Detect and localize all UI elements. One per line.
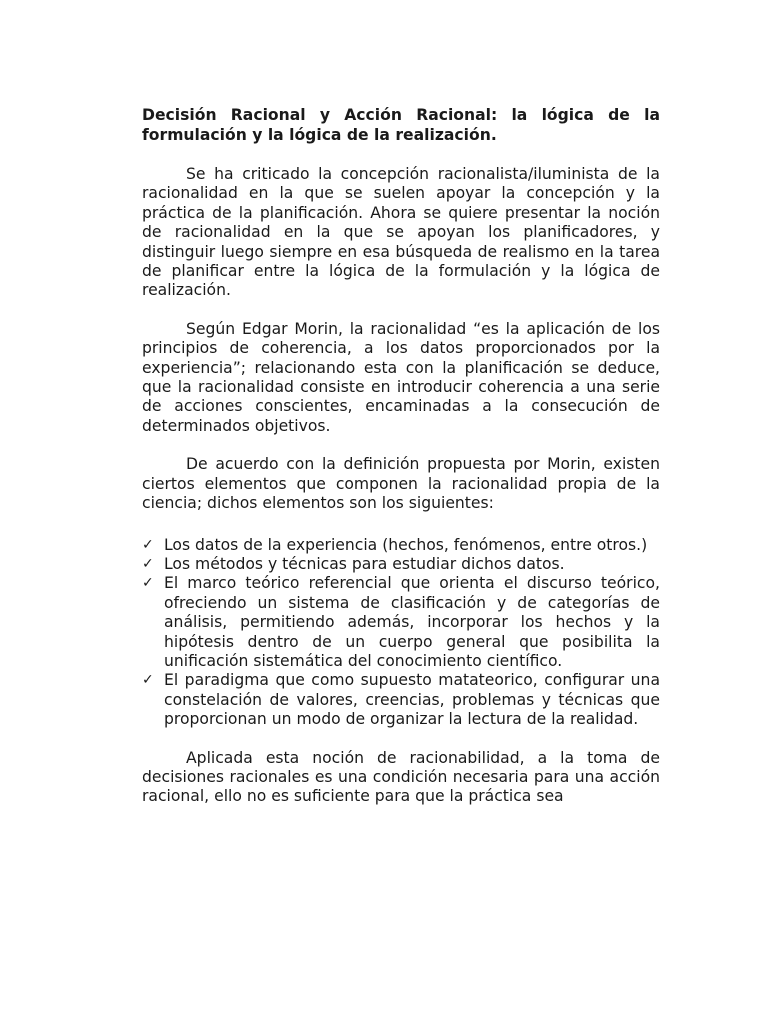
list-item — [142, 555, 660, 574]
checkmark-icon: ✓ — [142, 555, 154, 572]
document-title: Decisión Racional y Acción Racional: la lógica de la formulación y la lógica de la realización. — [142, 106, 660, 144]
checkmark-icon: ✓ — [142, 672, 154, 689]
paragraph: Aplicada esta noción de racionabilidad, a la toma de decisiones racionales es una condición necesaria para una acción racional, ello no es suficiente para que la práctica sea — [142, 748, 660, 806]
list-item-text: El marco teórico referencial que orienta el discurso teórico, ofreciendo un sistema de clasificación y de categorías de análisis, permitiendo además, incorporar los hechos y la hipótesis dentro de un cuerpo general que posibilita la unificación sistemática del conocimiento científico. — [164, 574, 660, 670]
list-item — [142, 671, 660, 729]
paragraph: De acuerdo con la definición propuesta por Morin, existen ciertos elementos que componen la racionalidad propia de la ciencia; dichos elementos son los siguientes: — [142, 455, 660, 513]
checkmark-icon: ✓ — [142, 575, 154, 592]
list-item — [142, 536, 660, 555]
document-page — [142, 106, 660, 826]
paragraph: Se ha criticado la concepción racionalista/iluminista de la racionalidad en la que se suelen apoyar la concepción y la práctica de la planificación. Ahora se quiere presentar la noción de racionalidad en la que se apoyan los planificadores, y distinguir luego siempre en esa búsqueda de realismo en la tarea de planificar entre la lógica de la formulación y la lógica de realización. — [142, 165, 660, 300]
list-item-text: El paradigma que como supuesto matateorico, configurar una constelación de valores, creencias, problemas y técnicas que proporcionan un modo de organizar la lectura de la realidad. — [164, 671, 660, 729]
list-item-text: Los datos de la experiencia (hechos, fenómenos, entre otros.) — [164, 535, 648, 554]
list-item-text: Los métodos y técnicas para estudiar dichos datos. — [164, 554, 565, 573]
paragraph: Según Edgar Morin, la racionalidad “es la aplicación de los principios de coherencia, a los datos proporcionados por la experiencia”; relacionando esta con la planificación se deduce, que la racionalidad consiste en introducir coherencia a una serie de acciones conscientes, encaminadas a la consecución de determinados objetivos. — [142, 319, 660, 435]
list-item — [142, 574, 660, 671]
checkmark-icon: ✓ — [142, 536, 154, 553]
checklist — [142, 536, 660, 730]
